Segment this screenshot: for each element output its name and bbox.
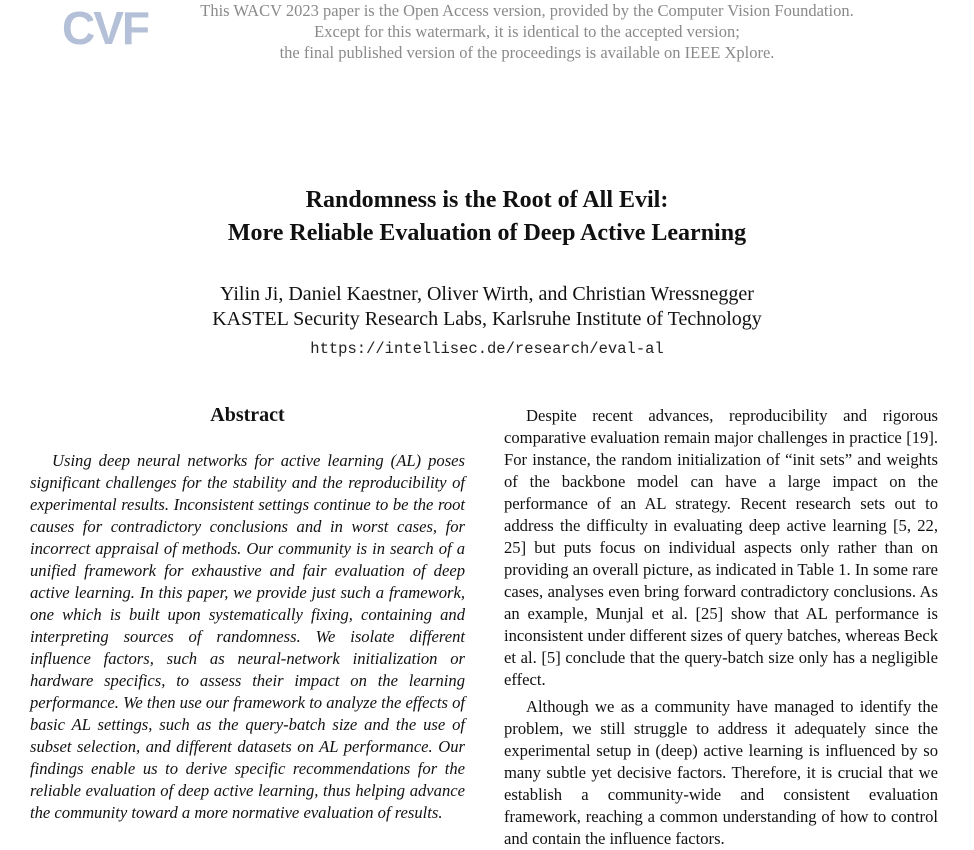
- watermark-line-1: This WACV 2023 paper is the Open Access version, provided by the Computer Vision Foundation.: [200, 1, 854, 20]
- abstract-text: Using deep neural networks for active learning (AL) poses significant challenges for the stability and the reproducibility of experimental results. Inconsistent settings continue to be the root causes for contradictory conclusions and in worst cases, for incorrect appraisal of methods. Our community is in search of a unified framework for exhaustive and fair evaluation of deep active learning. In this paper, we provide just such a framework, one which is built upon systematically fixing, containing and interpreting sources of randomness. We isolate different influence factors, such as neural-network initialization or hardware specifics, to assess their impact on the learning performance. We then use our framework to analyze the effects of basic AL settings, such as the query-batch size and the use of subset selection, and different datasets on AL performance. Our findings enable us to derive specific recommendations for the reliable evaluation of deep active learning, thus helping advance the community toward a more normative evaluation of results.: [30, 451, 465, 822]
- project-url[interactable]: https://intellisec.de/research/eval-al: [310, 340, 664, 358]
- abstract-body: [30, 450, 465, 824]
- cvf-logo: CVF: [62, 2, 148, 54]
- title-line-2: More Reliable Evaluation of Deep Active Learning: [227, 220, 747, 246]
- title-line-1: Randomness is the Root of All Evil:: [305, 187, 669, 213]
- paper-title: [0, 184, 974, 250]
- watermark-notice: [180, 0, 874, 63]
- abstract-heading: Abstract: [210, 404, 285, 426]
- author-affiliation: KASTEL Security Research Labs, Karlsruhe Institute of Technology: [212, 308, 762, 330]
- introduction-column: [504, 405, 938, 850]
- author-names: Yilin Ji, Daniel Kaestner, Oliver Wirth, and Christian Wressnegger: [220, 283, 754, 305]
- watermark-line-3: the final published version of the proceedings is available on IEEE Xplore.: [279, 43, 775, 62]
- intro-paragraph-1: Despite recent advances, reproducibility and rigorous comparative evaluation remain major challenges in practice [19]. For instance, the random initialization of “init sets” and weights of the backbone model can have a large impact on the performance of an AL strategy. Recent research sets out to address the difficulty in evaluating deep active learning [5, 22, 25] but puts focus on individual aspects only rather than on providing an overall picture, as indicated in Table 1. In some rare cases, analyses even bring forward contradictory conclusions. As an example, Munjal et al. [25] show that AL performance is inconsistent under different sizes of query batches, whereas Beck et al. [5] conclude that the query-batch size only has a negligible effect.: [504, 406, 938, 689]
- intro-paragraph-2: Although we as a community have managed to identify the problem, we still struggle to address it adequately since the experimental setup in (deep) active learning is influenced by so many subtle yet decisive factors. Therefore, it is crucial that we establish a community-wide and consistent evaluation framework, reaching a common understanding of how to control and contain the influence factors.: [504, 697, 938, 848]
- author-block: [0, 282, 974, 332]
- watermark-line-2: Except for this watermark, it is identical to the accepted version;: [314, 22, 740, 41]
